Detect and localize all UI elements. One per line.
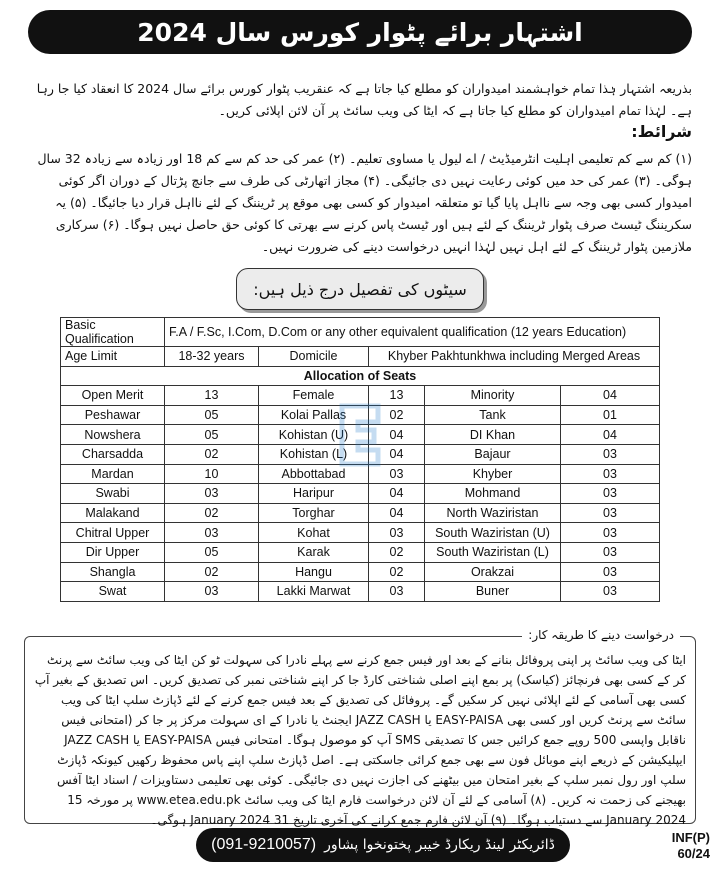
seats-cell: 03 — [369, 582, 425, 602]
district-cell: Chitral Upper — [61, 523, 165, 543]
domicile-value: Khyber Pakhtunkhwa including Merged Areas — [369, 347, 660, 367]
district-cell: Swabi — [61, 484, 165, 504]
seats-cell: 03 — [561, 542, 660, 562]
age-limit-value: 18-32 years — [165, 347, 259, 367]
seats-cell: 03 — [561, 444, 660, 464]
seats-cell: 03 — [561, 503, 660, 523]
district-cell: Malakand — [61, 503, 165, 523]
table-row — [61, 542, 660, 562]
district-cell: Abbottabad — [259, 464, 369, 484]
seats-cell: 03 — [561, 464, 660, 484]
seats-cell: 05 — [165, 405, 259, 425]
district-cell: Orakzai — [425, 562, 561, 582]
table-row — [61, 503, 660, 523]
inf-number: 60/24 — [677, 846, 710, 861]
etea-watermark-logo — [334, 400, 386, 470]
apply-procedure-text: ایٹا کی ویب سائٹ پر اپنی پروفائل بنانے کے بعد اور فیس جمع کرنے سے پہلے نادرا کی سہولت ٹو کن ایٹا کی ویب سائٹ سے پرنٹ کر کے کسی بھی فرنچائز (کیاسک) پر بمع اپنے اصلی شناختی کارڈ جا کر اپنے شناختی نمبر کی تصدیق کریں۔ اس تصدیق کے بغیر آپ کسی بھی آسامی کے لئے اپلائی نہیں کر سکیں گے۔ پروفائل کی تصدیق کے بعد فیس جمع کرنے کے لئے ڈپازٹ سلپ ایٹا کی ویب سائٹ سے پرنٹ کریں اور کسی بھی EASY-PAISA یا JAZZ CASH ایجنٹ یا نادرا کے ای سہولت مرکز پر جا کر (امتحانی فیس ناقابل واپسی 500 روپے جمع کرائیں جس کا تصدیقی SMS آپ کو موصول ہوگا۔ امتحانی فیس EASY-PAISA یا JAZZ CASH ایپلیکیشن کے ذریعے اپنے موبائل فون سے بھی جمع کرائی جاسکتی ہے۔ اصل ڈپازٹ سلپ اپنے پاس محفوظ رکھیں کیونکہ ڈپازٹ سلپ اور رول نمبر سلپ کے بغیر امتحان میں بیٹھنے کی اجازت نہیں دی جائیگی۔ کوئی بھی تعلیمی دستاویزات / اسناد ایٹا آفس بھیجنے کی زحمت نہ کریں۔ (۸) آسامی کے لئے آن لائن درخواست فارم ایٹا کی ویب سائٹ www.etea.edu.pk پر مورخہ 15 January 2024 سے دستیاب ہوگا۔ (۹) آن لائن فارم جمع کرانے کی آخری تاریخ 31 January 2024 ہوگی۔ — [34, 653, 686, 827]
seats-cell: 04 — [561, 386, 660, 406]
seats-cell: 03 — [561, 484, 660, 504]
seats-detail-label: سیٹوں کی تفصیل درج ذیل ہیں: — [253, 279, 467, 299]
table-row — [61, 318, 660, 347]
district-cell: Mohmand — [425, 484, 561, 504]
inf-reference — [672, 830, 710, 862]
seats-cell: 03 — [561, 582, 660, 602]
district-cell: Charsadda — [61, 444, 165, 464]
table-row — [61, 562, 660, 582]
seats-cell: 02 — [165, 562, 259, 582]
district-cell: Swat — [61, 582, 165, 602]
table-row — [61, 523, 660, 543]
table-row — [61, 484, 660, 504]
seats-detail-box — [236, 268, 484, 310]
seats-cell: 04 — [369, 425, 425, 445]
district-cell: Tank — [425, 405, 561, 425]
seats-cell: 03 — [369, 523, 425, 543]
district-cell: South Waziristan (L) — [425, 542, 561, 562]
seats-cell: 03 — [369, 464, 425, 484]
district-cell: Khyber — [425, 464, 561, 484]
seats-cell: 02 — [369, 542, 425, 562]
district-cell: Minority — [425, 386, 561, 406]
seats-cell: 13 — [369, 386, 425, 406]
intro-paragraph: بذریعہ اشتہار ہٰذا تمام خواہشمند امیدواران کو مطلع کیا جاتا ہے کہ عنقریب پٹوار کورس برائے سال 2024 کا انعقاد کیا جا رہا ہے۔ لہٰذا تمام امیدواران کو مطلع کیا جاتا ہے کہ ایٹا کی ویب سائٹ پر آن لائن اپلائی کریں۔ — [36, 81, 692, 118]
seats-cell: 03 — [165, 582, 259, 602]
conditions-paragraph: (۱) کم سے کم تعلیمی اہلیت انٹرمیڈیٹ / اے لیول یا مساوی تعلیم۔ (۲) عمر کی حد کم سے کم 18 اور زیادہ سے زیادہ 32 سال ہوگی۔ (۳) عمر کی حد میں کوئی رعایت نہیں دی جائیگی۔ (۴) مجاز اتھارٹی کی طرف سے جانچ پڑتال کے دوران اگر کوئی امیدوار کسی بھی وجہ سے نااہل پایا گیا تو متعلقہ امیدوار کو کسی بھی موقع پر ٹریننگ کے لئے نااہل قرار دیا جائیگا۔ (۵) یہ سکریننگ ٹیسٹ صرف پٹوار ٹریننگ کے لئے ہیں اور ٹیسٹ پاس کرنے سے بھرتی کا کوئی حق حاصل نہیں ہوگا۔ (۶) سرکاری ملازمین پٹوار ٹریننگ کے لئے اہل نہیں لہٰذا انہیں درخواست دینے کی ضرورت نہیں۔ — [37, 151, 692, 254]
seats-cell: 04 — [369, 503, 425, 523]
district-cell: Karak — [259, 542, 369, 562]
table-row — [61, 582, 660, 602]
issuer-name: ڈائریکٹر لینڈ ریکارڈ خیبر پختونخوا پشاور — [324, 837, 555, 853]
district-cell: Buner — [425, 582, 561, 602]
seats-cell: 04 — [561, 425, 660, 445]
district-cell: DI Khan — [425, 425, 561, 445]
seats-cell: 02 — [165, 503, 259, 523]
district-cell: Torghar — [259, 503, 369, 523]
seats-cell: 04 — [369, 484, 425, 504]
district-cell: Dir Upper — [61, 542, 165, 562]
allocation-heading: Allocation of Seats — [61, 366, 660, 386]
issuer-banner — [196, 828, 570, 862]
apply-procedure-heading: درخواست دینے کا طریقہ کار: — [522, 628, 680, 642]
seats-cell: 02 — [369, 405, 425, 425]
district-cell: Open Merit — [61, 386, 165, 406]
table-row — [61, 366, 660, 386]
district-cell: Female — [259, 386, 369, 406]
district-cell: Haripur — [259, 484, 369, 504]
district-cell: Bajaur — [425, 444, 561, 464]
district-cell: Shangla — [61, 562, 165, 582]
table-row — [61, 347, 660, 367]
district-cell: Kohistan (L) — [259, 444, 369, 464]
district-cell: Kohistan (U) — [259, 425, 369, 445]
ad-title-banner — [28, 10, 692, 54]
seats-cell: 02 — [165, 444, 259, 464]
district-cell: Peshawar — [61, 405, 165, 425]
issuer-phone: (091-9210057) — [211, 836, 317, 853]
seats-cell: 03 — [561, 523, 660, 543]
domicile-label: Domicile — [259, 347, 369, 367]
district-cell: Mardan — [61, 464, 165, 484]
district-cell: Nowshera — [61, 425, 165, 445]
inf-code: INF(P) — [671, 830, 710, 845]
seats-cell: 13 — [165, 386, 259, 406]
district-cell: South Waziristan (U) — [425, 523, 561, 543]
basic-qualification-value: F.A / F.Sc, I.Com, D.Com or any other equivalent qualification (12 years Education) — [165, 318, 660, 347]
seats-cell: 01 — [561, 405, 660, 425]
seats-cell: 05 — [165, 542, 259, 562]
seats-cell: 03 — [165, 523, 259, 543]
district-cell: North Waziristan — [425, 503, 561, 523]
seats-cell: 03 — [561, 562, 660, 582]
age-limit-label: Age Limit — [61, 347, 165, 367]
district-cell: Lakki Marwat — [259, 582, 369, 602]
seats-cell: 02 — [369, 562, 425, 582]
district-cell: Kohat — [259, 523, 369, 543]
seats-cell: 03 — [165, 484, 259, 504]
seats-cell: 04 — [369, 444, 425, 464]
ad-title: اشتہار برائے پٹوار کورس سال 2024 — [137, 17, 583, 47]
district-cell: Hangu — [259, 562, 369, 582]
seats-cell: 10 — [165, 464, 259, 484]
conditions-heading: شرائط: — [631, 122, 692, 141]
seats-cell: 05 — [165, 425, 259, 445]
district-cell: Kolai Pallas — [259, 405, 369, 425]
basic-qualification-label: Basic Qualification — [61, 318, 165, 347]
